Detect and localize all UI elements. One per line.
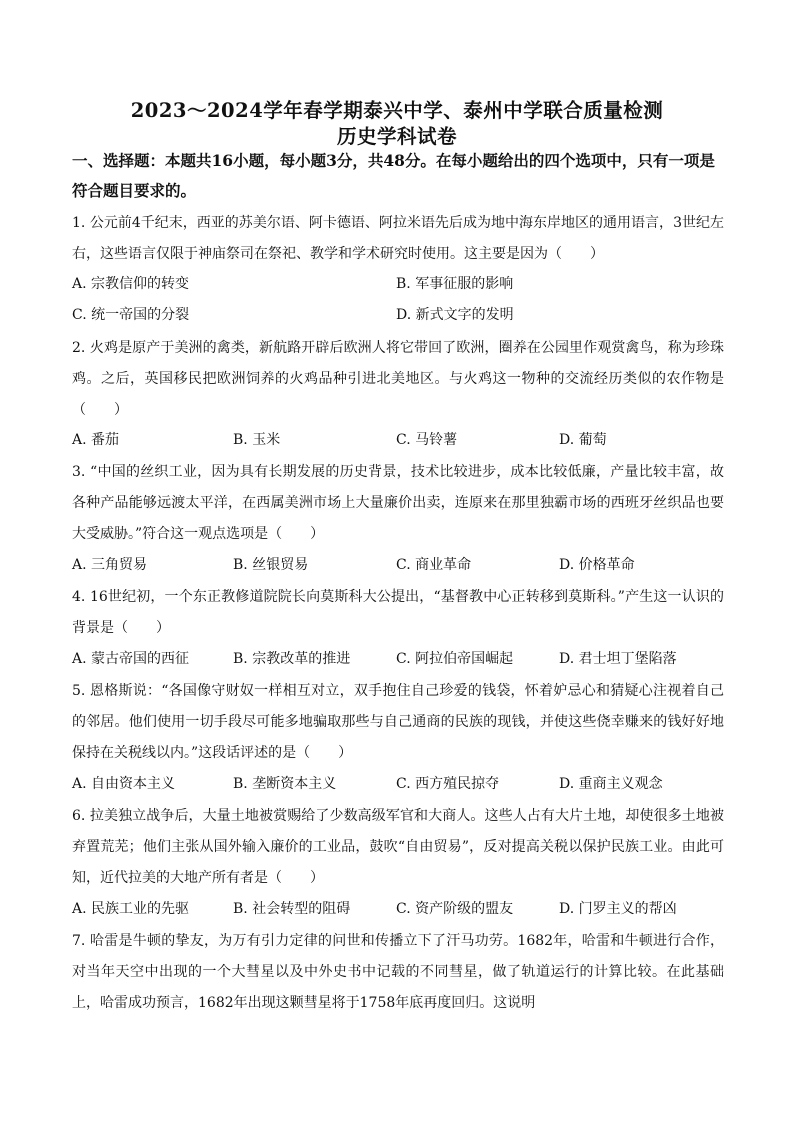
option-a: A. 蒙古帝国的西征 — [72, 651, 190, 667]
question-6-options — [72, 894, 724, 924]
question-5-stem: 5. 恩格斯说：“各国像守财奴一样相互对立，双手抱住自己珍爱的钱袋，怀着妒忌心和猜疑心注视着自己的邻居。他们使用一切手段尽可能多地骗取那些与自己通商的民族的现钱，并使这些侥幸赚来的钱好好地保持在关税线以内。”这段话评述的是（ ） — [72, 683, 724, 762]
question-1-options-row2 — [72, 300, 724, 330]
option-a: A. 民族工业的先驱 — [72, 901, 190, 917]
question-7-stem: 7. 哈雷是牛顿的挚友，为万有引力定律的问世和传播立下了汗马功劳。1682年，哈雷和牛顿进行合作，对当年天空中出现的一个大彗星以及中外史书中记载的不同彗星，做了轨道运行的计算比较。在此基础上，哈雷成功预言，1682年出现这颗彗星将于1758年底再度回归。这说明 — [72, 933, 724, 1012]
option-a: A. 自由资本主义 — [72, 776, 176, 792]
option-a: A. 宗教信仰的转变 — [72, 276, 190, 292]
question-2-stem: 2. 火鸡是原产于美洲的禽类，新航路开辟后欧洲人将它带回了欧洲，圈养在公园里作观赏禽鸟，称为珍珠鸡。之后，英国移民把欧洲饲养的火鸡品种引进北美地区。与火鸡这一物种的交流经历类似的农作物是（ ） — [72, 340, 724, 419]
option-d: D. 葡萄 — [559, 432, 607, 448]
option-c: C. 阿拉伯帝国崛起 — [396, 651, 514, 667]
option-b: B. 玉米 — [233, 432, 281, 448]
question-3-options — [72, 550, 724, 580]
question-5-options — [72, 769, 724, 799]
option-a: A. 三角贸易 — [72, 557, 148, 573]
option-d: D. 新式文字的发明 — [396, 307, 514, 323]
option-d: D. 君士坦丁堡陷落 — [559, 651, 677, 667]
question-1-options — [72, 269, 724, 299]
question-4-stem: 4. 16世纪初，一个东正教修道院院长向莫斯科大公提出，“基督教中心正转移到莫斯科。”产生这一认识的背景是（ ） — [72, 589, 724, 637]
option-d: D. 价格革命 — [559, 557, 635, 573]
option-b: B. 社会转型的阻碍 — [233, 901, 351, 917]
question-6-stem: 6. 拉美独立战争后，大量土地被赏赐给了少数高级军官和大商人。这些人占有大片土地，却使很多土地被弃置荒芜；他们主张从国外输入廉价的工业品，鼓吹“自由贸易”，反对提高关税以保护民族工业。由此可知，近代拉美的大地产所有者是（ ） — [72, 808, 724, 887]
option-b: B. 丝银贸易 — [233, 557, 309, 573]
option-b: B. 宗教改革的推进 — [233, 651, 351, 667]
option-c: C. 马铃薯 — [396, 432, 458, 448]
question-4-options — [72, 644, 724, 674]
section-heading: 一、选择题：本题共16小题，每小题3分，共48分。在每小题给出的四个选项中，只有一项是符合题目要求的。 — [72, 151, 715, 200]
option-c: C. 西方殖民掠夺 — [396, 776, 500, 792]
option-c: C. 统一帝国的分裂 — [72, 307, 190, 323]
question-1-stem: 1. 公元前4千纪末，西亚的苏美尔语、阿卡德语、阿拉米语先后成为地中海东岸地区的通用语言，3世纪左右，这些语言仅限于神庙祭司在祭祀、教学和学术研究时使用。这主要是因为（ ） — [72, 215, 724, 263]
subject-title: 历史学科试卷 — [336, 125, 457, 148]
option-c: C. 商业革命 — [396, 557, 472, 573]
exam-title: 2023～2024学年春学期泰兴中学、泰州中学联合质量检测 — [130, 99, 664, 122]
option-d: D. 门罗主义的帮凶 — [559, 901, 677, 917]
question-2-options — [72, 425, 724, 455]
option-b: B. 垄断资本主义 — [233, 776, 337, 792]
option-d: D. 重商主义观念 — [559, 776, 663, 792]
option-b: B. 军事征服的影响 — [396, 276, 514, 292]
question-3-stem: 3. “中国的丝织工业，因为具有长期发展的历史背景，技术比较进步，成本比较低廉，产量比较丰富，故各种产品能够远渡太平洋，在西属美洲市场上大量廉价出卖，连原来在那里独霸市场的西班牙丝织品也要大受威胁。”符合这一观点选项是（ ） — [72, 464, 724, 543]
option-c: C. 资产阶级的盟友 — [396, 901, 514, 917]
option-a: A. 番茄 — [72, 432, 120, 448]
